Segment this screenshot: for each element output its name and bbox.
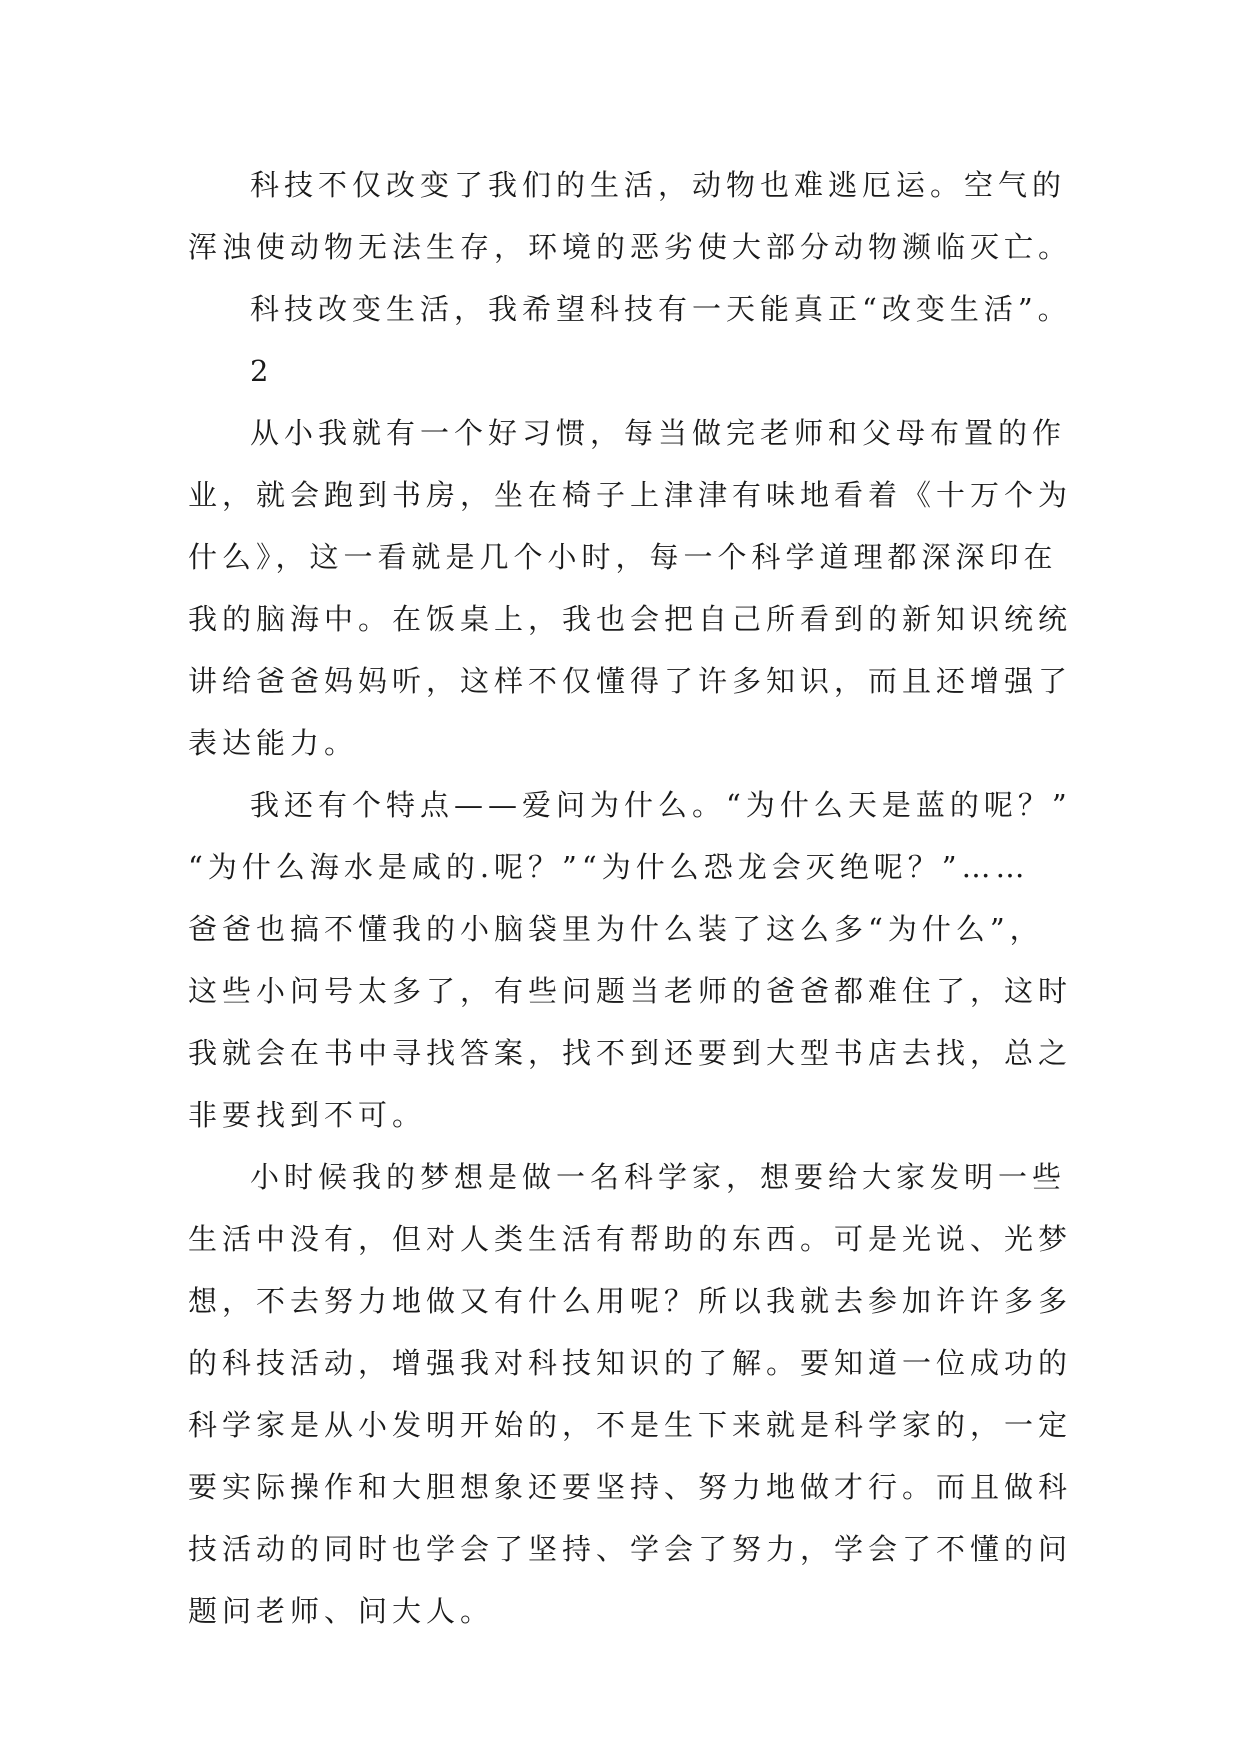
text-line: 要实际操作和大胆想象还要坚持、努力地做才行。而且做科 (188, 1470, 1073, 1504)
text-line: 表达能力。 (188, 726, 359, 760)
text-line: 科学家是从小发明开始的，不是生下来就是科学家的，一定 (188, 1408, 1073, 1442)
text-line: 从小我就有一个好习惯，每当做完老师和父母布置的作 (250, 416, 1067, 450)
text-line: 什么》，这一看就是几个小时，每一个科学道理都深深印在 (188, 540, 1058, 574)
text-line: 想，不去努力地做又有什么用呢？所以我就去参加许许多多 (188, 1284, 1073, 1318)
text-line: 爸爸也搞不懂我的小脑袋里为什么装了这么多“为什么”， (188, 912, 1044, 946)
text-line: 我还有个特点——爱问为什么。“为什么天是蓝的呢？” (250, 788, 1072, 822)
text-line: 浑浊使动物无法生存，环境的恶劣使大部分动物濒临灭亡。 (188, 230, 1073, 264)
text-line: 讲给爸爸妈妈听，这样不仅懂得了许多知识，而且还增强了 (188, 664, 1073, 698)
text-line: 这些小问号太多了，有些问题当老师的爸爸都难住了，这时 (188, 974, 1073, 1008)
text-line: 生活中没有，但对人类生活有帮助的东西。可是光说、光梦 (188, 1222, 1073, 1256)
text-line: 的科技活动，增强我对科技知识的了解。要知道一位成功的 (188, 1346, 1073, 1380)
text-line: 我的脑海中。在饭桌上，我也会把自己所看到的新知识统统 (188, 602, 1073, 636)
text-line: “为什么海水是咸的.呢？”“为什么恐龙会灭绝呢？”…… (188, 850, 1030, 884)
text-line: 我就会在书中寻找答案，找不到还要到大型书店去找，总之 (188, 1036, 1073, 1070)
text-line: 科技改变生活，我希望科技有一天能真正“改变生活”。 (250, 292, 1072, 326)
text-line: 小时候我的梦想是做一名科学家，想要给大家发明一些 (250, 1160, 1067, 1194)
text-line: 业，就会跑到书房，坐在椅子上津津有味地看着《十万个为 (188, 478, 1073, 512)
text-line: 题问老师、问大人。 (188, 1594, 495, 1628)
text-line: 技活动的同时也学会了坚持、学会了努力，学会了不懂的问 (188, 1532, 1073, 1566)
text-line: 非要找到不可。 (188, 1098, 427, 1132)
text-line: 科技不仅改变了我们的生活，动物也难逃厄运。空气的 (250, 168, 1067, 202)
section-number: 2 (250, 354, 274, 388)
